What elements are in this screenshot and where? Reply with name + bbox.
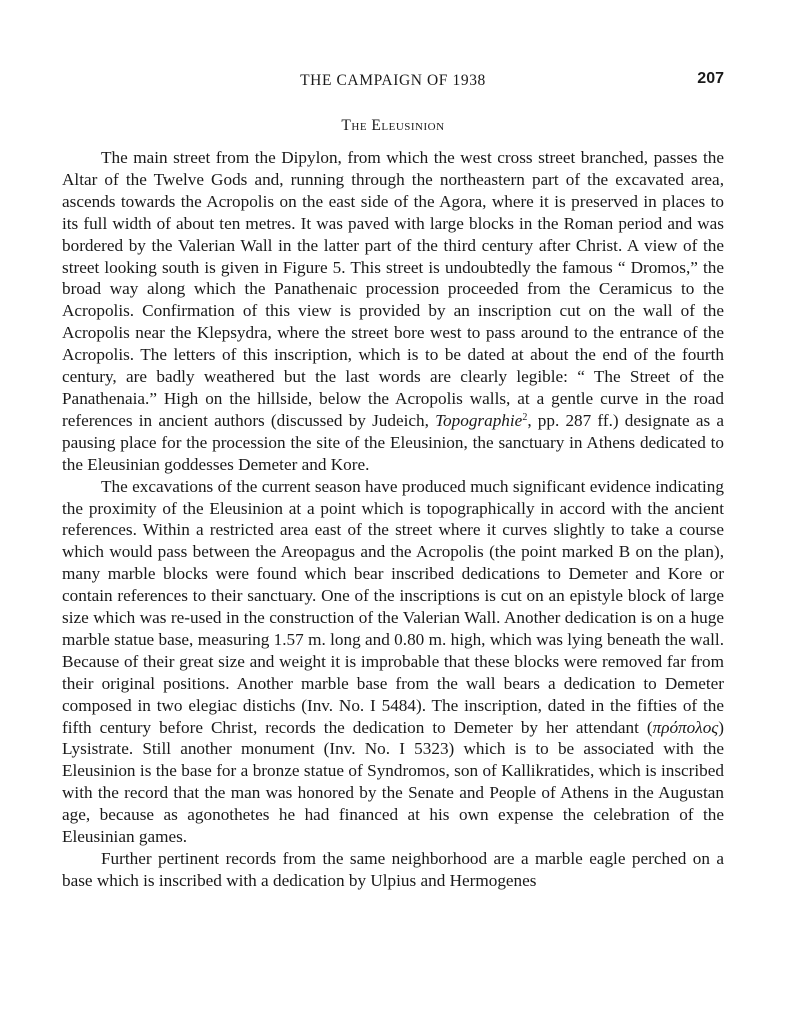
edition-superscript: 2 xyxy=(522,411,528,423)
body-text xyxy=(62,147,724,892)
section-heading: The Eleusinion xyxy=(341,117,445,134)
paragraph-3: Further pertinent records from the same neighborhood are a marble eagle perched on a base which is inscribed with a dedication by Ulpius and Hermogenes xyxy=(62,849,724,890)
paragraph-2-text-b: ) Lysistrate. Still another monument (Inv. No. I 5323) which is to be associated with the Eleusinion is the base for a bronze statue of Syndromos, son of Kallikratides, which is inscribed with the record that the man was honored by the Senate and People of Athens in the Augustan age, because as agonothetes he had financed at his own expense the celebration of the Eleusinian games. xyxy=(62,717,724,847)
paragraph-2 xyxy=(62,476,724,848)
running-head xyxy=(62,70,724,94)
page-number: 207 xyxy=(697,70,724,87)
paragraph-1 xyxy=(62,147,724,476)
paragraph-1-text-b: , pp. 287 ff.) designate as a pausing place for the procession the site of the Eleusinion, the sanctuary in Athens dedicated to the Eleusinian goddesses Demeter and Kore. xyxy=(62,410,724,474)
page xyxy=(62,0,724,1024)
topographie-title: Topographie xyxy=(435,410,523,430)
running-title: THE CAMPAIGN OF 1938 xyxy=(300,72,486,89)
paragraph-1-text-a: The main street from the Dipylon, from which the west cross street branched, passes the Altar of the Twelve Gods and, running through the northeastern part of the excavated area, ascends towards the Acropolis on the east side of the Agora, where it is preserved in places to its full width of about ten metres. It was paved with large blocks in the Roman period and was bordered by the Valerian Wall in the latter part of the third century after Christ. A view of the street looking south is given in Figure 5. This street is undoubtedly the famous “ Dromos,” the broad way along which the Panathenaic procession proceeded from the Ceramicus to the Acropolis. Confirmation of this view is provided by an inscription cut on the wall of the Acropolis near the Klepsydra, where the street bore west to pass around to the entrance of the Acropolis. The letters of this inscription, which is to be dated at about the end of the fourth century, are badly weathered but the last words are clearly legible: “ The Street of the Panathenaia.” High on the hillside, below the Acropolis walls, at a gentle curve in the road references in ancient authors (discussed by Judeich, xyxy=(62,148,724,430)
greek-word: πρόπολος xyxy=(652,717,719,737)
paragraph-2-text-a: The excavations of the current season have produced much significant evidence indicating the proximity of the Eleusinion at a point which is topographically in accord with the ancient references. Within a restricted area east of the street where it curves slightly to take a course which would pass between the Areopagus and the Acropolis (the point marked B on the plan), many marble blocks were found which bear inscribed dedications to Demeter and Kore or contain references to their sanctuary. One of the inscriptions is cut on an epistyle block of large size which was re-used in the construction of the Valerian Wall. Another dedication is on a huge marble statue base, measuring 1.57 m. long and 0.80 m. high, which was lying beneath the wall. Because of their great size and weight it is improbable that these blocks were removed far from their original positions. Another marble base from the wall bears a dedication to Demeter composed in two elegiac distichs (Inv. No. I 5484). The inscription, dated in the fifties of the fifth century before Christ, records the dedication to Demeter by her attendant ( xyxy=(62,476,724,737)
